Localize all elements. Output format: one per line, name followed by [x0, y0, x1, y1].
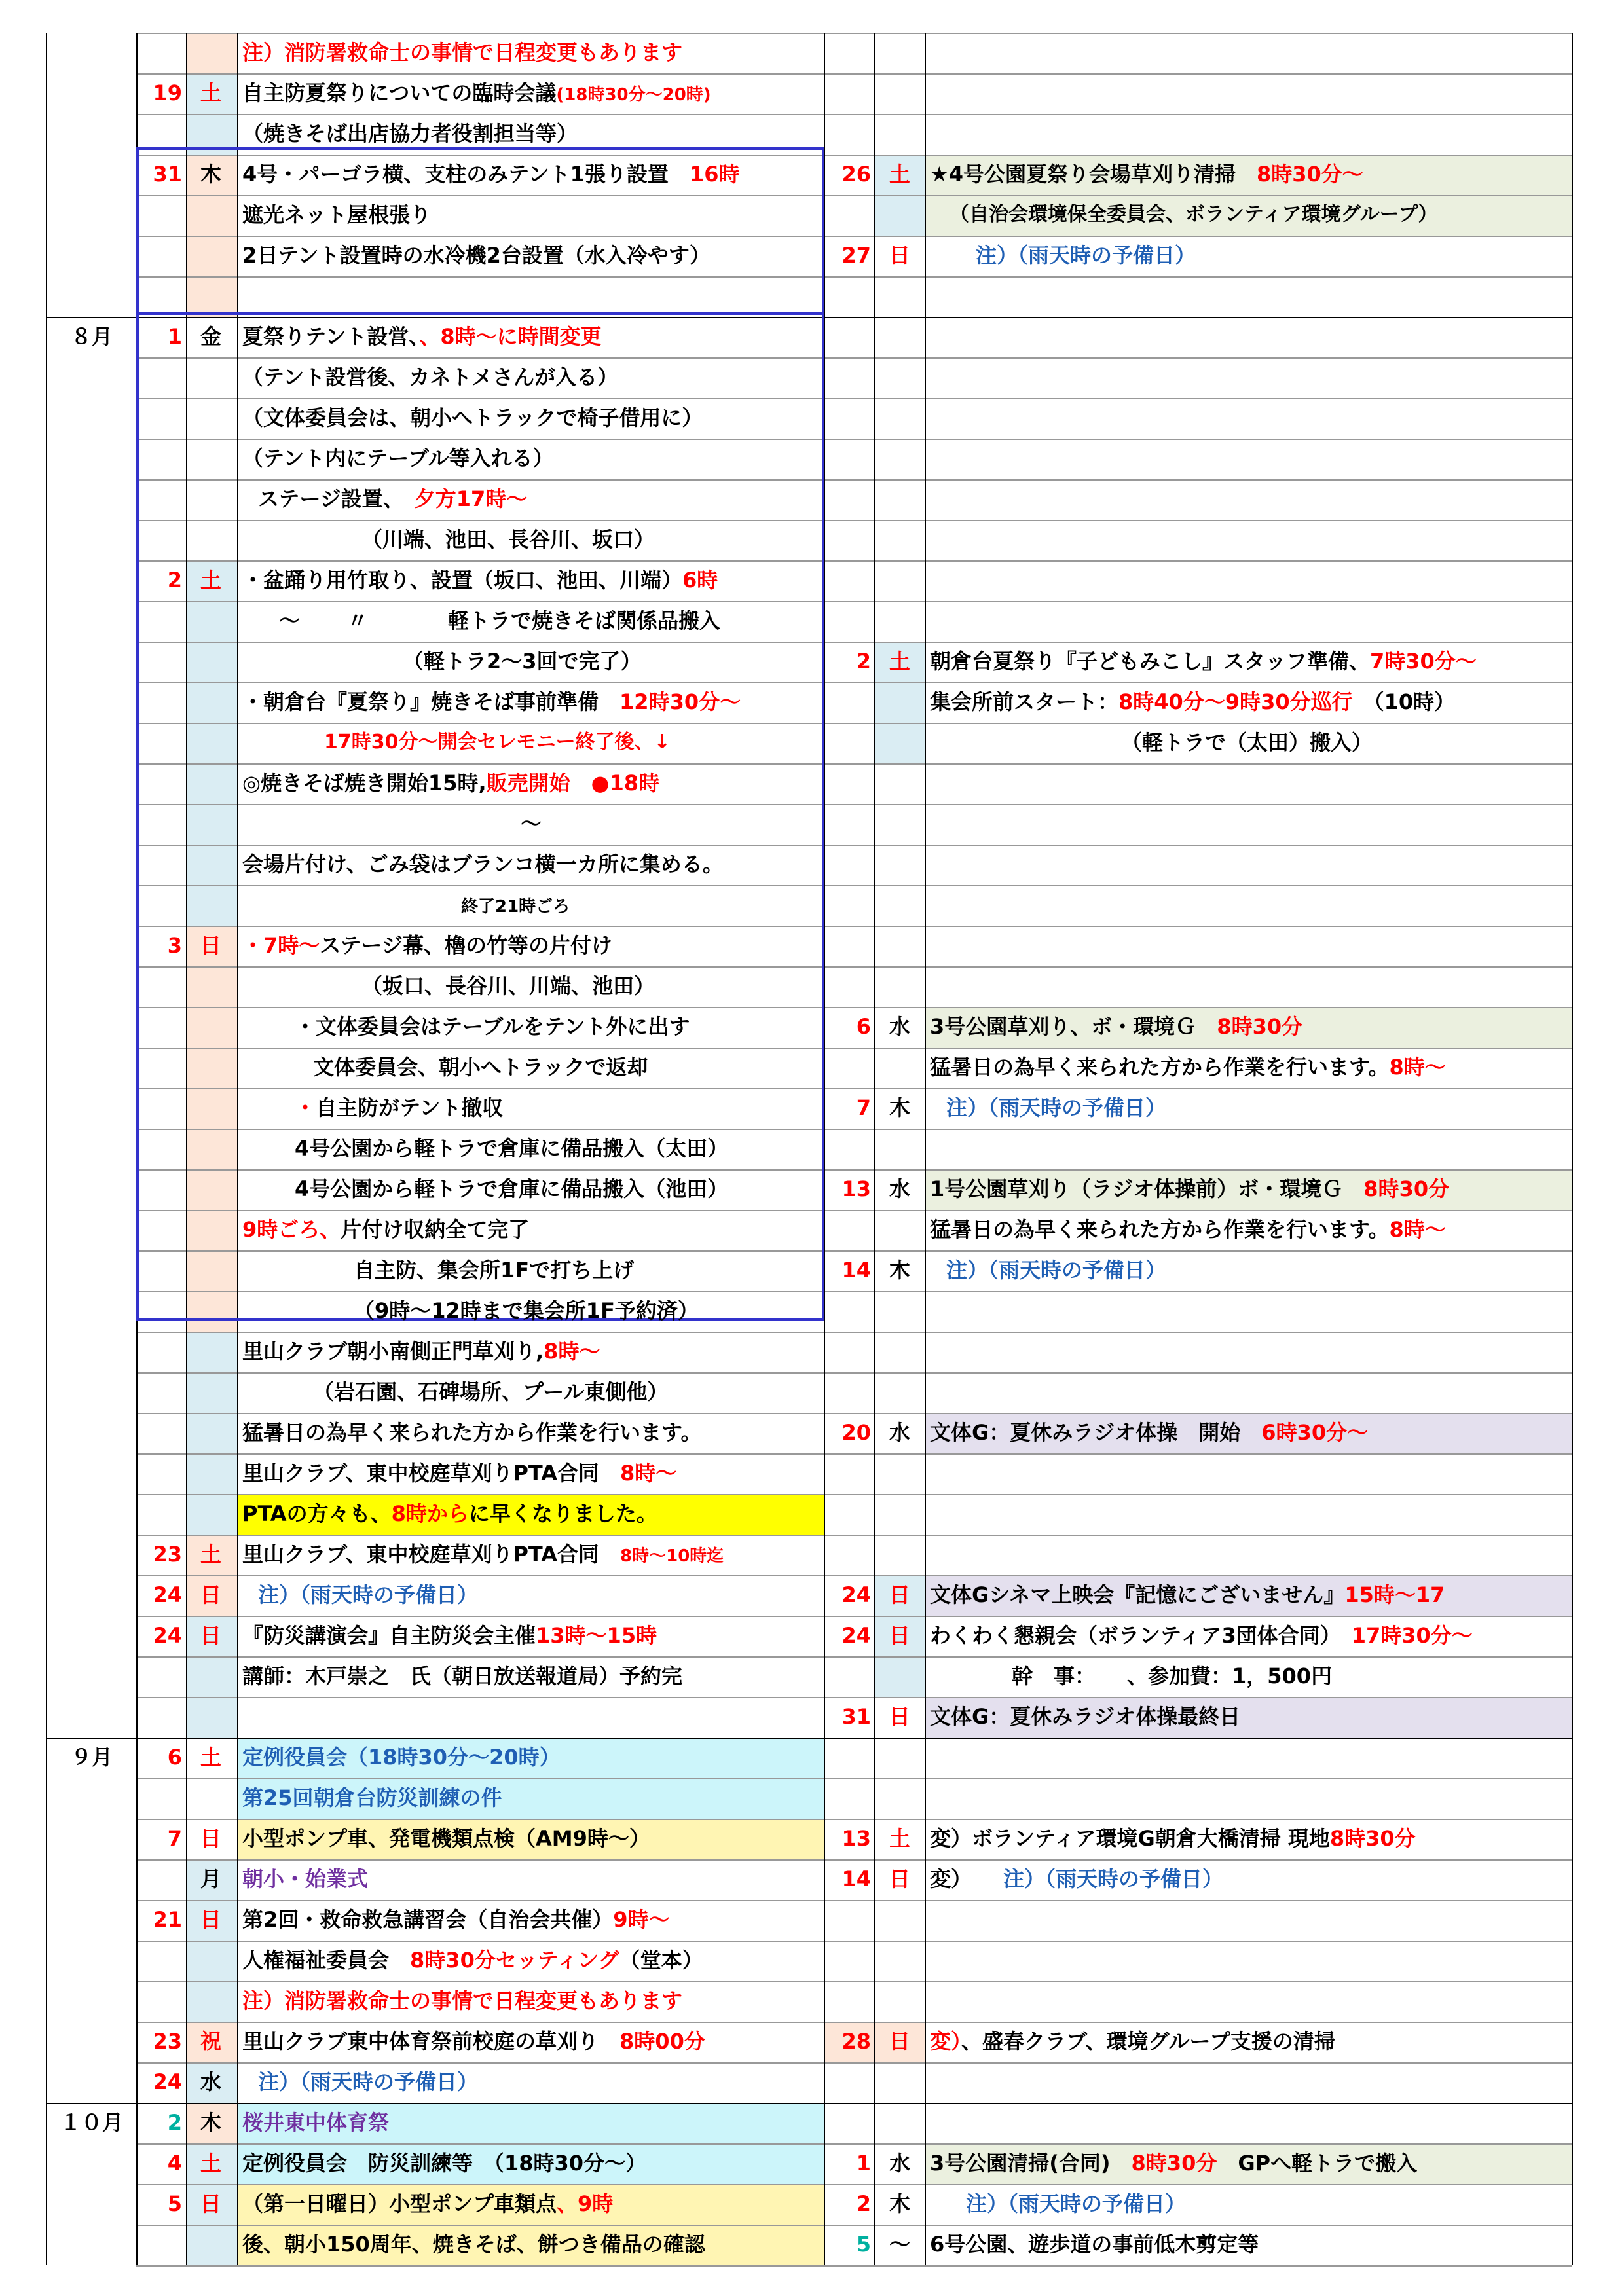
- right-r30-weekday: 木: [889, 1258, 910, 1283]
- row-line: [136, 1372, 1572, 1374]
- left-r1-text: 自主防夏祭りについての臨時会議(18時30分～20時): [242, 81, 711, 105]
- row-line: [136, 114, 1572, 115]
- left-r28-text: 4号公園から軽トラで倉庫に備品搬入（池田）: [295, 1176, 729, 1201]
- row-line: [136, 2184, 1572, 2185]
- right-r45-text: 変） 注）（雨天時の予備日）: [930, 1867, 1224, 1891]
- right-r34-day: 20: [841, 1420, 871, 1445]
- left-r37-day: 23: [153, 1542, 182, 1567]
- left-r23-text: （坂口、長谷川、川端、池田）: [361, 974, 655, 998]
- left-r35-text: 里山クラブ、東中校庭草刈りPTA合同 8時～: [242, 1461, 677, 1485]
- right-r53-day: 2: [856, 2191, 871, 2216]
- right-r24-text: 3号公園草刈り、ボ・環境Ｇ 8時30分: [930, 1014, 1303, 1039]
- left-r14-b: 〃: [347, 608, 369, 633]
- row-line: [136, 2143, 1572, 2145]
- right-r39-text: わくわく懇親会（ボランティア3団体合同） 17時30分～: [930, 1623, 1473, 1648]
- row-line: [136, 1981, 1572, 1982]
- left-r31-text: （9時～12時まで集会所1F予約済）: [354, 1298, 699, 1323]
- row-line: [136, 1413, 1572, 1414]
- left-r50-text: 注）（雨天時の予備日）: [258, 2069, 479, 2094]
- left-r51-weekday: 木: [200, 2110, 221, 2135]
- month-oct: １０月: [60, 2110, 123, 2135]
- right-r41-day: 31: [841, 1704, 871, 1729]
- right-r15-text: 朝倉台夏祭り『子どもみこし』スタッフ準備、7時30分～: [930, 649, 1477, 674]
- row-line: [136, 1332, 1572, 1333]
- right-r5-day: 27: [841, 243, 871, 268]
- row-line: [136, 1656, 1572, 1658]
- left-r4-text: 遮光ネット屋根張り: [242, 202, 432, 227]
- left-r46-day: 21: [153, 1907, 182, 1932]
- left-r2-text: （焼きそば出店協力者役割担当等）: [242, 121, 578, 146]
- left-r37-weekday: 土: [200, 1542, 221, 1567]
- left-r33-text: （岩石園、石碑場所、プール東側他）: [313, 1379, 669, 1404]
- right-r28-day: 13: [841, 1176, 871, 1201]
- left-r53-text: （第一日曜日）小型ポンプ車類点、9時: [242, 2191, 614, 2216]
- left-r44-text: 小型ポンプ車、発電機類点検（AM9時～）: [242, 1826, 650, 1851]
- row-line: [136, 33, 1572, 34]
- left-r15-text: （軽トラ2～3回で完了）: [403, 649, 642, 674]
- left-r46-weekday: 日: [200, 1907, 221, 1932]
- row-line: [46, 1738, 1572, 1739]
- right-r54-text: 6号公園、遊歩道の事前低木剪定等: [930, 2232, 1259, 2257]
- left-r11-text: ステージ設置、 夕方17時～: [258, 486, 528, 511]
- right-r29-text: 猛暑日の為早く来られた方から作業を行います。8時～: [930, 1217, 1446, 1242]
- left-r5-text: 2日テント設置時の水冷機2台設置（水入冷やす）: [242, 243, 710, 268]
- right-r15-weekday: 土: [889, 649, 910, 674]
- left-r47-text: 人権福祉委員会 8時30分セッティング（堂本）: [242, 1948, 703, 1973]
- right-r53-weekday: 木: [889, 2191, 910, 2216]
- right-r53-text: 注）（雨天時の予備日）: [966, 2191, 1187, 2216]
- row-line: [136, 1535, 1572, 1536]
- row-line: [136, 1859, 1572, 1861]
- left-r20-text: 会場片付け、ごみ袋はブランコ横一カ所に集める。: [242, 852, 724, 877]
- right-r41-weekday: 日: [889, 1704, 910, 1729]
- row-line: [136, 1697, 1572, 1698]
- left-r30-text: 自主防、集会所1Fで打ち上げ: [354, 1258, 635, 1283]
- row-line: [136, 1494, 1572, 1495]
- left-r19-text: ～: [521, 811, 542, 836]
- left-r37-text: 里山クラブ、東中校庭草刈りPTA合同 8時～10時迄: [242, 1542, 724, 1567]
- left-r14-a: ～: [279, 608, 301, 633]
- left-r38-day: 24: [153, 1582, 182, 1607]
- left-r42-text: 定例役員会（18時30分～20時）: [242, 1745, 561, 1770]
- left-r7-text: 夏祭りテント設営、、8時～に時間変更: [242, 324, 602, 349]
- left-r54-text: 後、朝小150周年、焼きそば、餅つき備品の確認: [242, 2232, 705, 2257]
- left-r40-text: 講師：木戸崇之 氏（朝日放送報道局）予約完: [242, 1664, 683, 1688]
- column-line: [925, 33, 926, 2265]
- column-line: [46, 33, 47, 2265]
- left-r12-text: （川端、池田、長谷川、坂口）: [361, 527, 655, 552]
- left-r49-day: 23: [153, 2029, 182, 2054]
- right-r54-day: 5: [856, 2232, 871, 2257]
- right-r49-weekday: 日: [889, 2029, 910, 2054]
- right-r40-text: 幹 事： 、参加費：1，500円: [1012, 1664, 1333, 1688]
- left-r14-text: 軽トラで焼きそば関係品搬入: [448, 608, 721, 633]
- left-r42-weekday: 土: [200, 1745, 221, 1770]
- left-r39-day: 24: [153, 1623, 182, 1648]
- left-r29-text: 9時ごろ、片付け収納全て完了: [242, 1217, 530, 1242]
- right-r26-weekday: 木: [889, 1095, 910, 1120]
- left-r49-weekday: 祝: [200, 2029, 221, 2054]
- left-r1-weekday: 土: [200, 81, 221, 105]
- left-r52-day: 4: [167, 2151, 182, 2176]
- peach-fill-0: [186, 33, 237, 73]
- left-r21-text: 終了21時ごろ: [461, 897, 570, 917]
- lightblue-fill-2: [186, 1332, 237, 1535]
- left-r3-weekday: 木: [200, 162, 221, 187]
- right-r45-day: 14: [841, 1867, 871, 1891]
- left-r44-weekday: 日: [200, 1826, 221, 1851]
- row-line: [136, 1941, 1572, 1942]
- right-r28-text: 1号公園草刈り（ラジオ体操前）ボ・環境Ｇ 8時30分: [930, 1176, 1450, 1201]
- left-r39-text: 『防災講演会』自主防災会主催13時～15時: [242, 1623, 657, 1648]
- right-r3-weekday: 土: [889, 162, 910, 187]
- right-r24-day: 6: [856, 1014, 871, 1039]
- right-r5-text: 注）（雨天時の予備日）: [976, 243, 1196, 268]
- right-r38-day: 24: [841, 1582, 871, 1607]
- left-r22-text: ・7時～ステージ幕、櫓の竹等の片付け: [242, 933, 613, 958]
- right-r5-weekday: 日: [889, 243, 910, 268]
- row-line: [136, 2265, 1572, 2267]
- left-r16-text: ・朝倉台『夏祭り』焼きそば事前準備 12時30分～: [242, 689, 741, 714]
- right-r39-day: 24: [841, 1623, 871, 1648]
- left-r25-text: 文体委員会、朝小へトラックで返却: [313, 1055, 648, 1080]
- row-line: [136, 1778, 1572, 1779]
- left-r46-text: 第2回・救命救急講習会（自治会共催）9時～: [242, 1907, 670, 1932]
- left-r26-text: ・自主防がテント撤収: [295, 1095, 504, 1120]
- right-r45-weekday: 日: [889, 1867, 910, 1891]
- right-r34-weekday: 水: [889, 1420, 910, 1445]
- left-r8-text: （テント設営後、カネトメさんが入る）: [242, 365, 619, 390]
- left-r13-weekday: 土: [200, 568, 221, 592]
- left-r13-text: ・盆踊り用竹取り、設置（坂口、池田、川端）6時: [242, 568, 718, 592]
- left-r52-weekday: 土: [200, 2151, 221, 2176]
- left-r0-text: 注）消防署救命士の事情で日程変更もあります: [242, 40, 683, 65]
- row-line: [136, 1453, 1572, 1455]
- right-r24-weekday: 水: [889, 1014, 910, 1039]
- right-r3-day: 26: [841, 162, 871, 187]
- left-r22-day: 3: [167, 933, 182, 958]
- left-r50-day: 24: [153, 2069, 182, 2094]
- month-aug: ８月: [70, 324, 113, 349]
- left-r45-text: 朝小・始業式: [242, 1867, 369, 1891]
- left-r7-day: 1: [167, 324, 182, 349]
- right-r30-text: 注）（雨天時の予備日）: [946, 1258, 1167, 1283]
- row-line: [46, 2103, 1572, 2104]
- right-r4-text: （自治会環境保全委員会、ボランティア環境グループ）: [950, 203, 1438, 226]
- left-r51-text: 桜井東中体育祭: [242, 2110, 390, 2135]
- left-r3-day: 31: [153, 162, 182, 187]
- right-r30-day: 14: [841, 1258, 871, 1283]
- right-r25-text: 猛暑日の為早く来られた方から作業を行います。8時～: [930, 1055, 1446, 1080]
- left-r13-day: 2: [167, 568, 182, 592]
- left-r50-weekday: 水: [200, 2069, 221, 2094]
- left-r49-text: 里山クラブ東中体育祭前校庭の草刈り 8時00分: [242, 2029, 705, 2054]
- left-r44-day: 7: [167, 1826, 182, 1851]
- right-r17-text: （軽トラで（太田）搬入）: [1121, 730, 1373, 755]
- left-r53-weekday: 日: [200, 2191, 221, 2216]
- left-r38-text: 注）（雨天時の予備日）: [258, 1582, 479, 1607]
- right-r44-day: 13: [841, 1826, 871, 1851]
- row-line: [136, 2062, 1572, 2064]
- left-r7-weekday: 金: [200, 324, 221, 349]
- row-line: [136, 1575, 1572, 1576]
- left-r10-text: （テント内にテーブル等入れる）: [242, 446, 554, 471]
- left-r9-text: （文体委員会は、朝小へトラックで椅子借用に）: [242, 405, 703, 430]
- right-r44-weekday: 土: [889, 1826, 910, 1851]
- right-r54-weekday: ～: [889, 2232, 910, 2257]
- right-r38-text: 文体Gシネマ上映会『記憶にございません』15時～17: [930, 1582, 1445, 1607]
- column-line: [1572, 33, 1573, 2265]
- left-r1-day: 19: [153, 81, 182, 105]
- right-r3-text: ★4号公園夏祭り会場草刈り清掃 8時30分～: [930, 162, 1363, 187]
- right-r34-text: 文体G：夏休みラジオ体操 開始 6時30分～: [930, 1420, 1369, 1445]
- row-line: [136, 2225, 1572, 2226]
- left-r39-weekday: 日: [200, 1623, 221, 1648]
- left-r36-text: PTAの方々も、8時からに早くなりました。: [242, 1501, 657, 1526]
- right-r52-weekday: 水: [889, 2151, 910, 2176]
- right-r39-weekday: 日: [889, 1623, 910, 1648]
- right-r15-day: 2: [856, 649, 871, 674]
- left-r32-text: 里山クラブ朝小南側正門草刈り,8時～: [242, 1339, 600, 1364]
- left-r52-text: 定例役員会 防災訓練等 （18時30分～）: [242, 2151, 647, 2176]
- right-r16-text: 集会所前スタート：8時40分～9時30分巡行 （10時）: [930, 689, 1456, 714]
- row-line: [136, 73, 1572, 75]
- left-r34-text: 猛暑日の為早く来られた方から作業を行います。: [242, 1420, 702, 1445]
- left-r3-text: 4号・パーゴラ横、支柱のみテント1張り設置 16時: [242, 162, 740, 187]
- left-r22-weekday: 日: [200, 933, 221, 958]
- left-r53-day: 5: [167, 2191, 182, 2216]
- left-r48-text: 注）消防署救命士の事情で日程変更もあります: [242, 1988, 683, 2013]
- right-r52-text: 3号公園清掃(合同) 8時30分 GPへ軽トラで搬入: [930, 2151, 1418, 2176]
- row-line: [136, 1900, 1572, 1901]
- row-line: [136, 1616, 1572, 1617]
- right-r52-day: 1: [856, 2151, 871, 2176]
- month-sep: ９月: [70, 1745, 113, 1770]
- right-r41-text: 文体G：夏休みラジオ体操最終日: [930, 1704, 1241, 1729]
- right-r44-text: 変）ボランティア環境G朝倉大橋清掃 現地8時30分: [930, 1826, 1416, 1851]
- left-r17-text: 17時30分～開会セレモニー終了後、↓: [324, 731, 671, 754]
- row-line: [136, 1819, 1572, 1820]
- right-r28-weekday: 水: [889, 1176, 910, 1201]
- left-r51-day: 2: [167, 2110, 182, 2135]
- column-line: [874, 33, 875, 2265]
- left-r42-day: 6: [167, 1745, 182, 1770]
- right-r38-weekday: 日: [889, 1582, 910, 1607]
- right-r49-day: 28: [841, 2029, 871, 2054]
- row-line: [136, 2022, 1572, 2023]
- right-r26-text: 注）（雨天時の予備日）: [946, 1095, 1167, 1120]
- left-r43-text: 第25回朝倉台防災訓練の件: [242, 1785, 502, 1810]
- left-r38-weekday: 日: [200, 1582, 221, 1607]
- right-r26-day: 7: [856, 1095, 871, 1120]
- left-r45-weekday: 月: [200, 1867, 221, 1891]
- right-r49-text: 変）、盛春クラブ、環境グループ支援の清掃: [930, 2029, 1335, 2054]
- left-r24-text: ・文体委員会はテーブルをテント外に出す: [295, 1014, 690, 1039]
- left-r27-text: 4号公園から軽トラで倉庫に備品搬入（太田）: [295, 1136, 729, 1161]
- left-r18-text: ◎焼きそば焼き開始15時,販売開始 ●18時: [242, 771, 660, 795]
